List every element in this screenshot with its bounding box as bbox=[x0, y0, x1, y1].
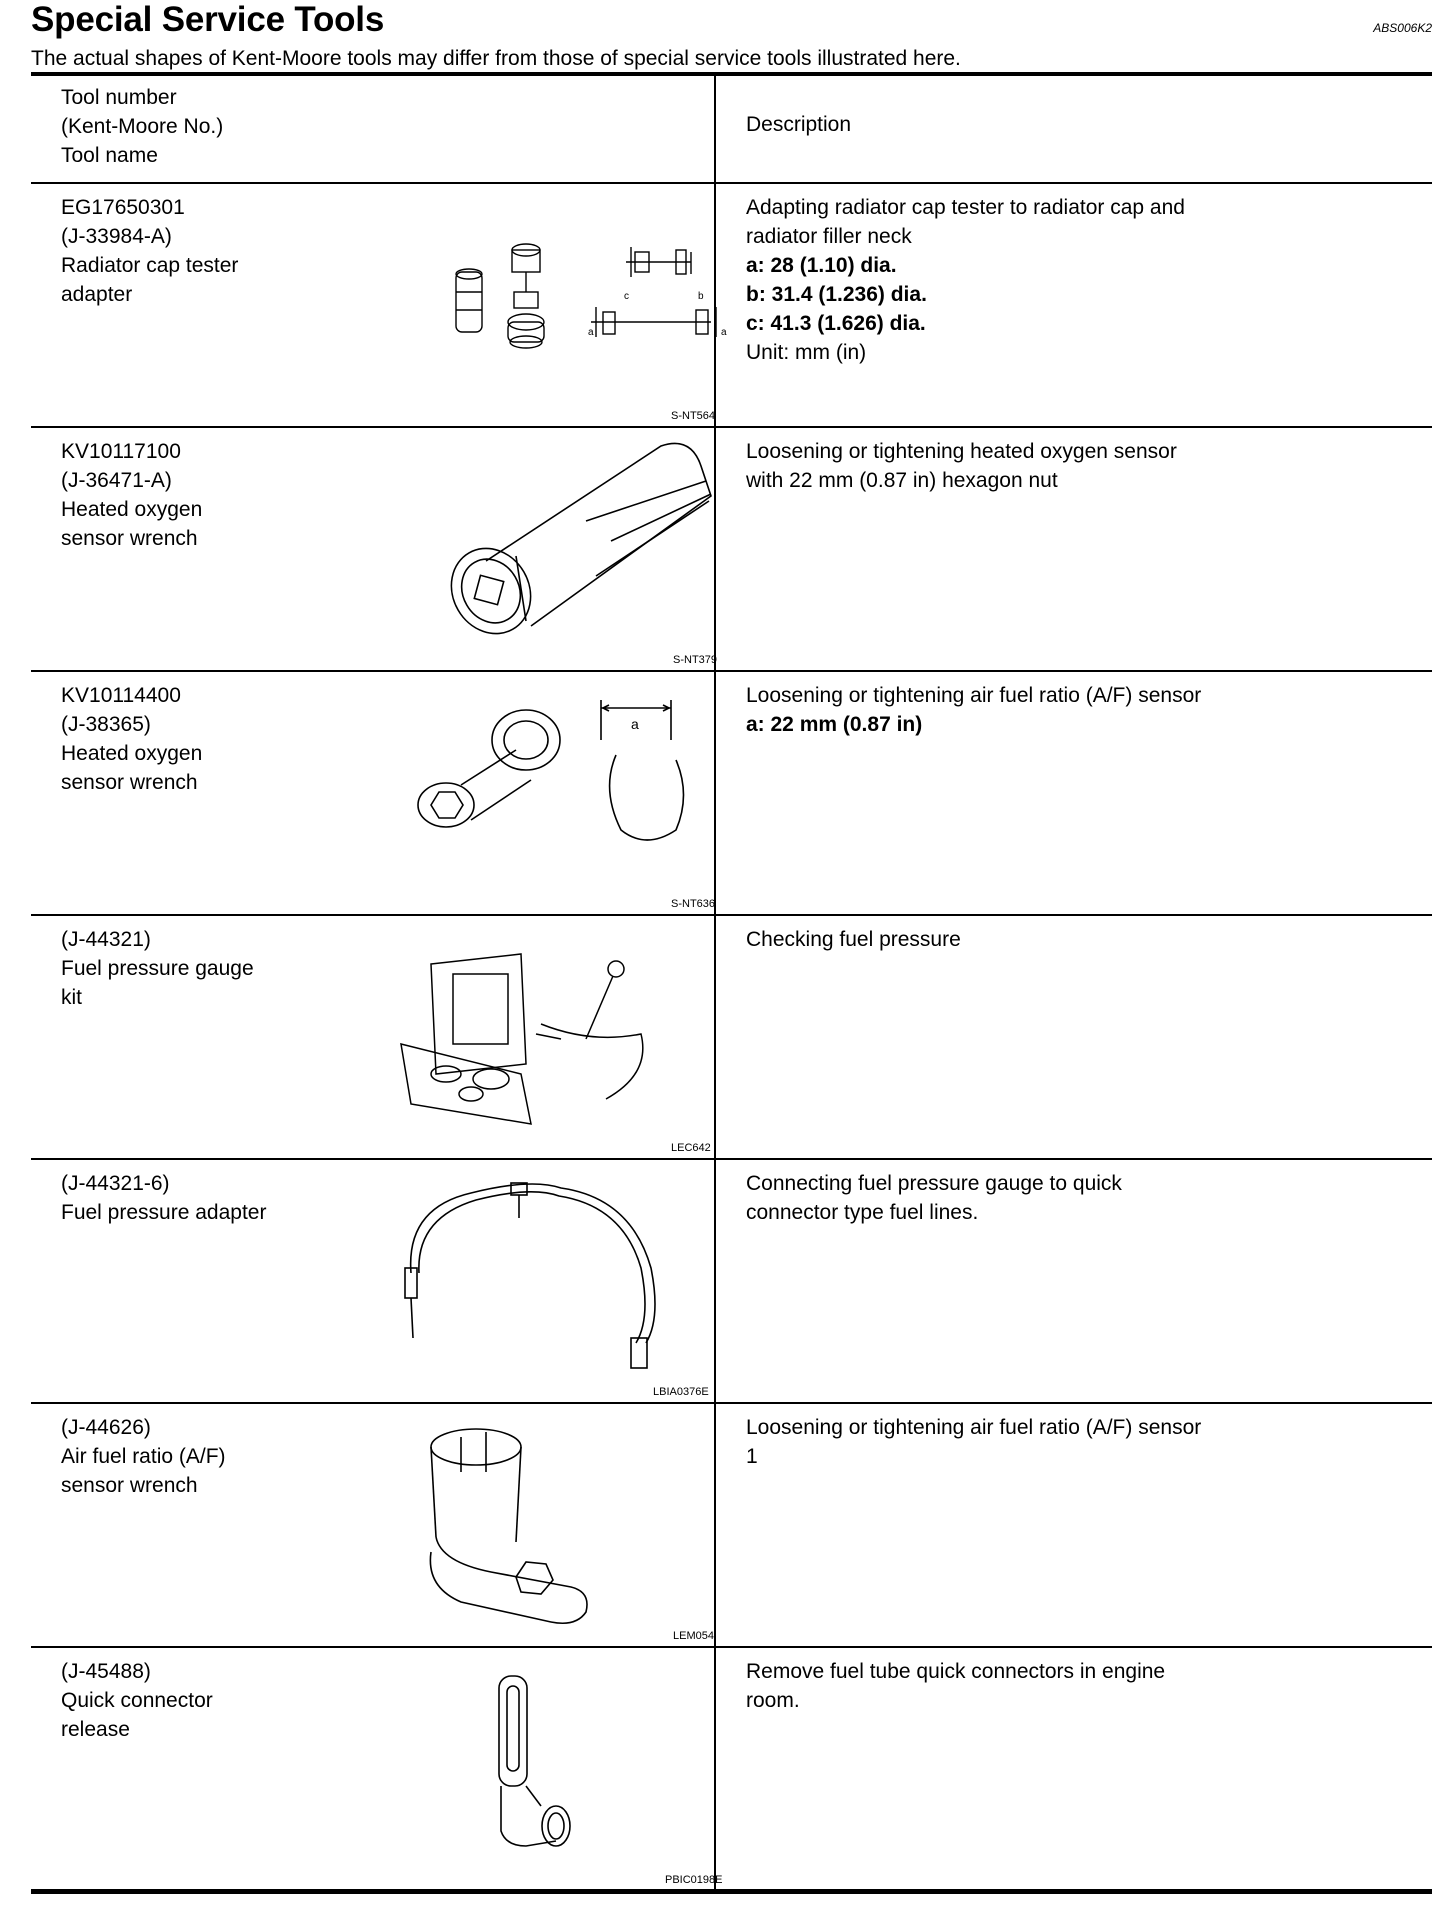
dimension-c: c: 41.3 (1.626) dia. bbox=[746, 312, 926, 335]
kent-moore-number: (J-45488) bbox=[61, 1660, 151, 1683]
header-description-cell bbox=[715, 74, 1432, 183]
description-line: with 22 mm (0.87 in) hexagon nut bbox=[746, 469, 1058, 492]
wrench-head-detail bbox=[601, 700, 684, 840]
kent-moore-number: (J-38365) bbox=[61, 713, 151, 736]
figure-code: PBIC0198E bbox=[665, 1874, 723, 1886]
description-line: Connecting fuel pressure gauge to quick bbox=[746, 1172, 1122, 1195]
kent-moore-number: (J-33984-A) bbox=[61, 225, 172, 248]
tool-name-cont: sensor wrench bbox=[61, 1474, 198, 1497]
dimension-a: a: 22 mm (0.87 in) bbox=[746, 713, 923, 736]
figure-code: S-NT379 bbox=[673, 654, 718, 666]
tool-name-cont: sensor wrench bbox=[61, 527, 198, 550]
figure-code: S-NT564 bbox=[671, 410, 716, 422]
tool-name: Radiator cap tester bbox=[61, 254, 239, 277]
tool-name-cont: kit bbox=[61, 986, 82, 1009]
header-description: Description bbox=[746, 113, 852, 136]
dimension-label: a bbox=[631, 716, 639, 732]
radiator-cap-adapter-figure bbox=[391, 192, 861, 420]
description-line: radiator filler neck bbox=[746, 225, 912, 248]
label-b: b bbox=[698, 291, 704, 302]
description-line: Checking fuel pressure bbox=[746, 928, 961, 951]
gauge-kit-case bbox=[401, 954, 531, 1124]
description-line: Remove fuel tube quick connectors in engine bbox=[746, 1660, 1166, 1683]
description-line: room. bbox=[746, 1689, 800, 1712]
tool-cell bbox=[31, 1159, 715, 1403]
figure-code: LBIA0376E bbox=[653, 1386, 709, 1398]
adapter-dimension-drawing-bottom bbox=[591, 307, 716, 337]
description-line: Loosening or tightening heated oxygen sensor bbox=[746, 440, 1177, 463]
table-header-row bbox=[31, 74, 1432, 183]
tool-name-cont: sensor wrench bbox=[61, 771, 198, 794]
adapter-part-small bbox=[456, 269, 482, 332]
label-a-right: a bbox=[721, 327, 727, 338]
fuel-pressure-adapter-figure bbox=[391, 1168, 861, 1396]
description-line: 1 bbox=[746, 1445, 758, 1468]
page-title: Special Service Tools bbox=[31, 0, 385, 39]
tool-number: EG17650301 bbox=[61, 196, 185, 219]
af-sensor-wrench-figure bbox=[391, 1412, 861, 1640]
header-tool-number: Tool number bbox=[61, 86, 177, 109]
header-tool-name: Tool name bbox=[61, 144, 158, 167]
flare-nut-wrench-figure bbox=[391, 680, 861, 908]
tool-number: KV10117100 bbox=[61, 440, 181, 463]
tool-cell bbox=[31, 183, 727, 427]
tool-name: Heated oxygen bbox=[61, 498, 203, 521]
table-row bbox=[31, 183, 1432, 427]
label-a-left: a bbox=[588, 327, 594, 338]
kent-moore-number: (J-44626) bbox=[61, 1416, 151, 1439]
tool-name: Fuel pressure gauge bbox=[61, 957, 254, 980]
tool-cell bbox=[31, 1647, 723, 1892]
tool-cell bbox=[31, 427, 718, 671]
table-row bbox=[31, 671, 1432, 915]
kent-moore-number: (J-44321) bbox=[61, 928, 151, 951]
figure-code: LEC642 bbox=[671, 1142, 711, 1154]
special-tools-table bbox=[31, 74, 1432, 1894]
tool-cell bbox=[31, 671, 715, 915]
dimension-a: a: 28 (1.10) dia. bbox=[746, 254, 897, 277]
document-code: ABS006K2 bbox=[1373, 21, 1432, 35]
quick-connector-release-figure bbox=[391, 1656, 861, 1884]
table-row bbox=[31, 915, 1432, 1159]
tool-cell bbox=[31, 915, 715, 1159]
tool-name-cont: adapter bbox=[61, 283, 133, 306]
table-row bbox=[31, 1403, 1432, 1647]
header-tool-cell bbox=[31, 74, 715, 183]
table-row bbox=[31, 1159, 1432, 1403]
description-line: Adapting radiator cap tester to radiator cap and bbox=[746, 196, 1185, 219]
figure-code: S-NT636 bbox=[671, 898, 716, 910]
table-row bbox=[31, 427, 1432, 671]
wrench-body bbox=[418, 710, 560, 827]
kent-moore-number: (J-44321-6) bbox=[61, 1172, 170, 1195]
tool-name: Quick connector bbox=[61, 1689, 213, 1712]
unit-note: Unit: mm (in) bbox=[746, 341, 867, 364]
tool-number: KV10114400 bbox=[61, 684, 181, 707]
description-line: connector type fuel lines. bbox=[746, 1201, 979, 1224]
tool-name: Fuel pressure adapter bbox=[61, 1201, 267, 1224]
tool-cell bbox=[31, 1403, 715, 1647]
adapter-dimension-drawing-top bbox=[626, 247, 691, 277]
header-kent-moore: (Kent-Moore No.) bbox=[61, 115, 224, 138]
tool-name: Air fuel ratio (A/F) bbox=[61, 1445, 226, 1468]
fuel-pressure-gauge-kit-figure bbox=[391, 924, 861, 1152]
adapter-part-large bbox=[508, 244, 544, 348]
description-line: Loosening or tightening air fuel ratio (A/F) sensor bbox=[746, 684, 1202, 707]
gauge-kit-hoses bbox=[536, 961, 643, 1099]
dimension-b: b: 31.4 (1.236) dia. bbox=[746, 283, 927, 306]
tool-name: Heated oxygen bbox=[61, 742, 203, 765]
oxygen-sensor-socket-figure bbox=[391, 436, 861, 664]
tool-name-cont: release bbox=[61, 1718, 130, 1741]
table-row bbox=[31, 1647, 1432, 1892]
document-note: The actual shapes of Kent-Moore tools may differ from those of special service tools illustrated here. bbox=[31, 47, 961, 70]
description-line: Loosening or tightening air fuel ratio (A/F) sensor bbox=[746, 1416, 1202, 1439]
figure-code: LEM054 bbox=[673, 1630, 714, 1642]
kent-moore-number: (J-36471-A) bbox=[61, 469, 172, 492]
label-c: c bbox=[624, 291, 629, 302]
